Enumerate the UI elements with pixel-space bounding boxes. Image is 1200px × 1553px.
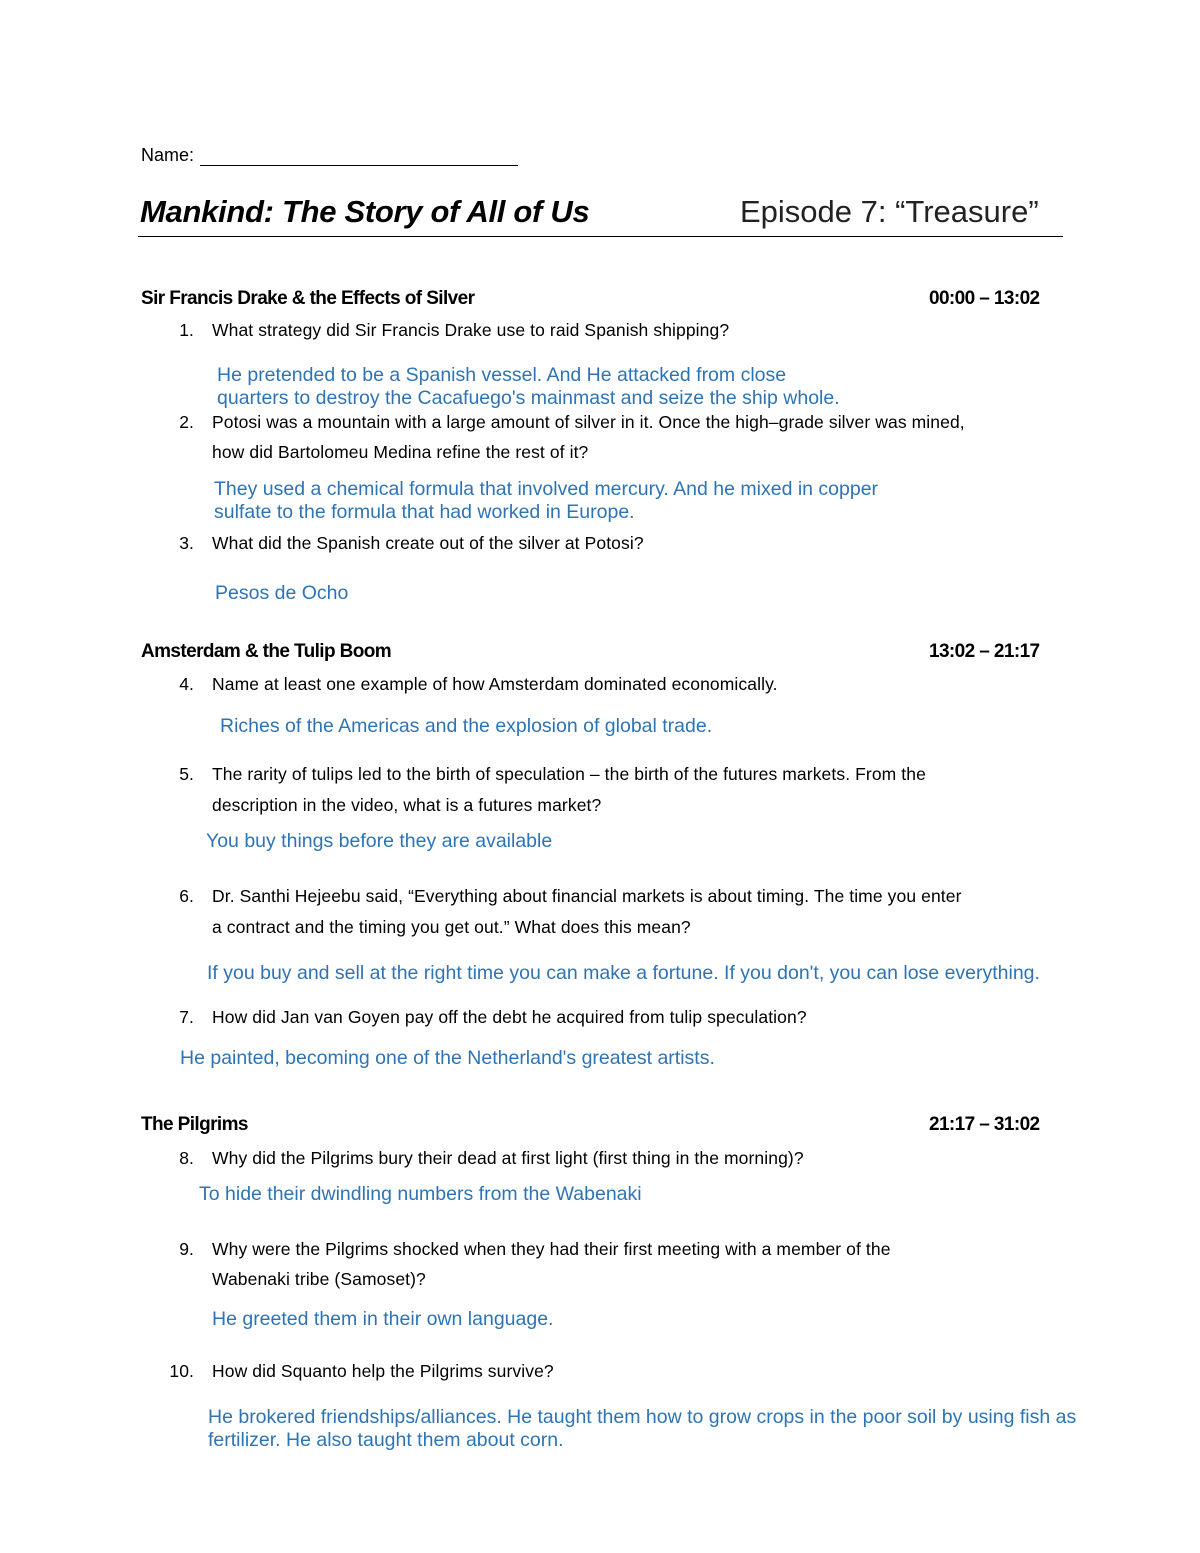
question-number: 5. [179,764,194,784]
name-row [141,145,518,166]
answer-10-line-2: fertilizer. He also taught them about corn. [208,1429,564,1451]
question-number: 9. [179,1239,194,1259]
name-blank-line[interactable] [200,145,518,166]
question-5 [179,764,926,785]
question-2 [179,412,965,433]
question-number: 8. [179,1148,194,1168]
worksheet-title: Mankind: The Story of All of Us [140,194,590,229]
question-number: 6. [179,886,194,906]
question-text: What strategy did Sir Francis Drake use to raid Spanish shipping? [212,320,730,340]
question-9 [179,1239,891,1260]
question-2-line-2: how did Bartolomeu Medina refine the rest of it? [212,442,589,462]
question-1 [179,320,730,341]
question-text: Potosi was a mountain with a large amount of silver in it. Once the high–grade silver was mined, [212,412,965,432]
question-number: 10. [169,1361,194,1381]
answer-1-line-1: He pretended to be a Spanish vessel. And He attacked from close [217,364,787,386]
section-title: Amsterdam & the Tulip Boom [141,641,392,662]
question-9-line-2: Wabenaki tribe (Samoset)? [212,1269,426,1289]
answer-9: He greeted them in their own language. [212,1308,554,1330]
answer-2-line-2: sulfate to the formula that had worked in Europe. [214,501,635,523]
answer-10-line-1: He brokered friendships/alliances. He taught them how to grow crops in the poor soil by using fish as [208,1406,1077,1428]
answer-2-line-1: They used a chemical formula that involved mercury. And he mixed in copper [214,478,879,500]
question-text: Dr. Santhi Hejeebu said, “Everything about financial markets is about timing. The time you enter [212,886,962,906]
section-timestamp: 21:17 – 31:02 [929,1114,1040,1135]
question-6 [179,886,962,907]
question-3 [179,533,644,554]
question-7 [179,1007,807,1028]
question-text: Name at least one example of how Amsterdam dominated economically. [212,674,778,694]
answer-4: Riches of the Americas and the explosion of global trade. [220,715,713,737]
question-number: 7. [179,1007,194,1027]
question-6-line-2: a contract and the timing you get out.” What does this mean? [212,917,691,937]
section-title: Sir Francis Drake & the Effects of Silver [141,288,475,309]
answer-8: To hide their dwindling numbers from the Wabenaki [199,1183,642,1205]
question-text: Why were the Pilgrims shocked when they had their first meeting with a member of the [212,1239,891,1259]
question-text: The rarity of tulips led to the birth of speculation – the birth of the futures markets. From the [212,764,926,784]
episode-title: Episode 7: “Treasure” [740,194,1039,229]
section-title: The Pilgrims [141,1114,248,1135]
question-number: 1. [179,320,194,340]
answer-6: If you buy and sell at the right time you can make a fortune. If you don't, you can lose everything. [207,962,1040,984]
answer-5: You buy things before they are available [206,830,553,852]
section-timestamp: 00:00 – 13:02 [929,288,1040,309]
question-text: How did Jan van Goyen pay off the debt he acquired from tulip speculation? [212,1007,807,1027]
answer-1-line-2: quarters to destroy the Cacafuego's mainmast and seize the ship whole. [217,387,840,409]
question-number: 3. [179,533,194,553]
question-10 [169,1361,554,1382]
question-8 [179,1148,804,1169]
question-4 [179,674,778,695]
question-text: How did Squanto help the Pilgrims survive? [212,1361,554,1381]
question-5-line-2: description in the video, what is a futures market? [212,795,602,815]
answer-7: He painted, becoming one of the Netherland's greatest artists. [180,1047,715,1069]
question-text: What did the Spanish create out of the silver at Potosi? [212,533,644,553]
section-timestamp: 13:02 – 21:17 [929,641,1040,662]
question-number: 4. [179,674,194,694]
question-number: 2. [179,412,194,432]
name-label: Name: [141,145,195,165]
title-rule [138,236,1063,237]
answer-3: Pesos de Ocho [215,582,349,604]
question-text: Why did the Pilgrims bury their dead at first light (first thing in the morning)? [212,1148,804,1168]
